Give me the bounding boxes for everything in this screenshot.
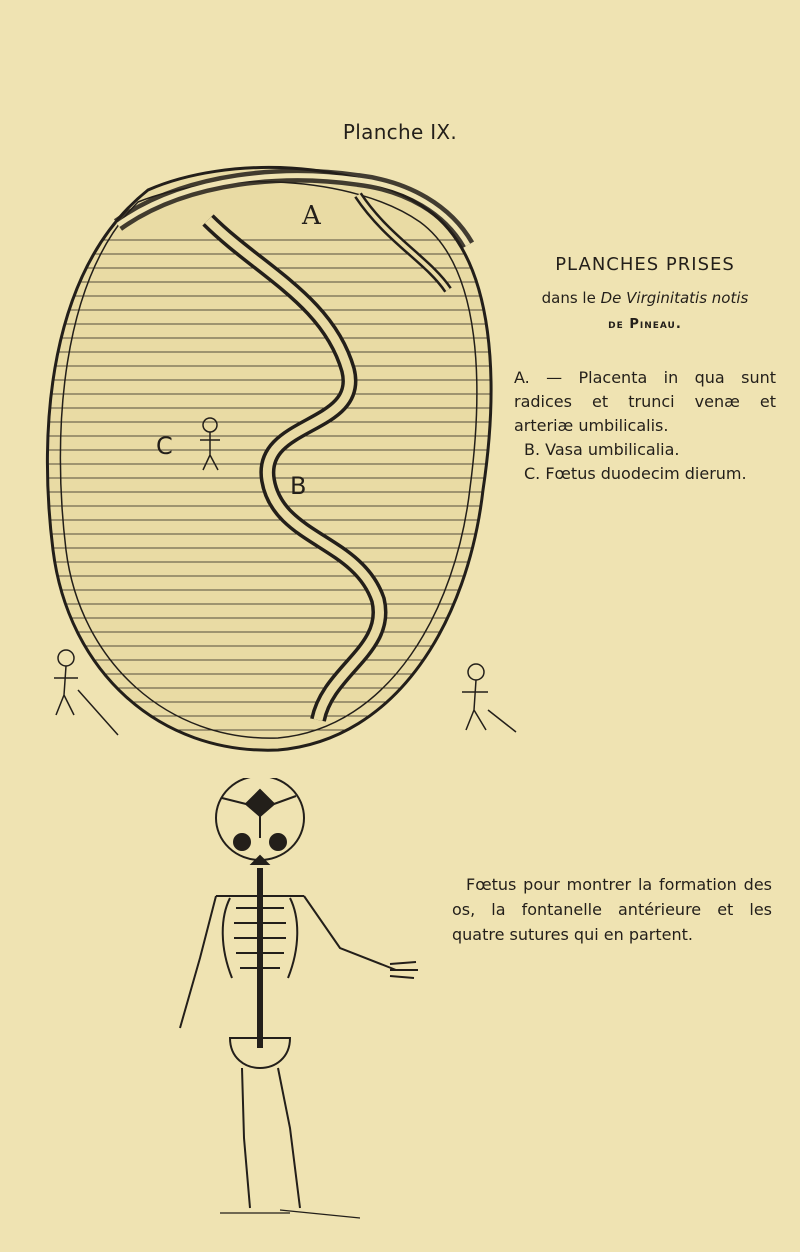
legend-entry-a: A. — Placenta in qua sunt radices et trunci venæ et arteriæ umbilicalis.	[514, 368, 776, 435]
right-leg	[278, 1068, 300, 1208]
bottom-caption: Fœtus pour montrer la formation des os, la fontanelle antérieure et les quatre sutures qui en partent.	[452, 875, 772, 944]
caption-heading: PLANCHES PRISES	[555, 254, 735, 275]
legend-entry-c: C. Fœtus duodecim dierum.	[524, 464, 747, 483]
figure-label-b: B	[290, 472, 307, 500]
left-arm	[180, 896, 216, 1028]
caption-source	[514, 289, 776, 307]
source-title: De Virginitatis notis	[600, 289, 749, 307]
caption-author: de Pineau.	[608, 317, 682, 332]
caption-legend	[514, 366, 776, 486]
legend-entry-b: B. Vasa umbilicalia.	[524, 440, 680, 459]
skeleton-illustration	[160, 778, 420, 1238]
source-prefix: dans le	[541, 289, 601, 307]
left-leg	[242, 1068, 250, 1208]
placenta-illustration	[28, 150, 528, 770]
figure-label-c: C	[156, 432, 173, 460]
top-caption	[514, 254, 776, 486]
right-arm	[304, 896, 396, 970]
plate-title: Planche IX.	[342, 120, 458, 144]
figure-label-a: A	[302, 201, 321, 231]
small-foetus-right	[462, 664, 516, 732]
